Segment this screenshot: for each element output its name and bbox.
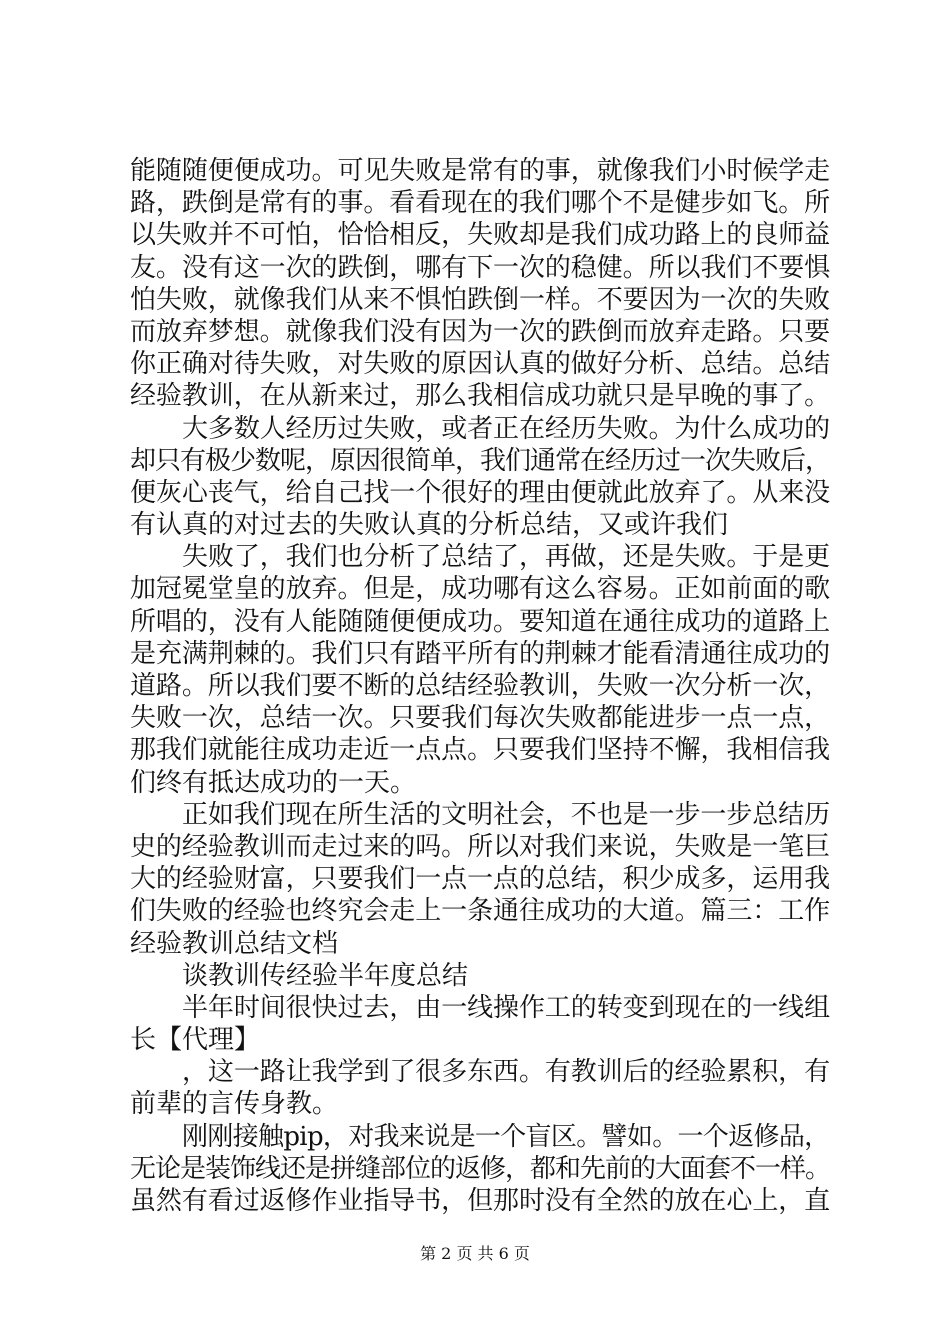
text-line: 怕失败，就像我们从来不惧怕跌倒一样。不要因为一次的失败 [130,284,831,315]
text-line: 加冠冕堂皇的放弃。但是，成功哪有这么容易。正如前面的歌 [130,574,831,605]
text-line: 失败一次，总结一次。只要我们每次失败都能进步一点一点， [130,703,831,734]
text-line: 正如我们现在所生活的文明社会，不也是一步一步总结历 [182,799,831,830]
text-line: 虽然有看过返修作业指导书，但那时没有全然的放在心上，直 [130,1186,831,1216]
text-line: 道路。所以我们要不断的总结经验教训，失败一次分析一次， [130,671,831,701]
document-body [130,155,830,1217]
text-line: 有认真的对过去的失败认真的分析总结，又或许我们 [130,510,729,541]
text-line: 大的经验财富，只要我们一点一点的总结，积少成多，运用我 [130,864,831,895]
text-line: 刚刚接触pip，对我来说是一个盲区。譬如。一个返修品， [182,1121,830,1152]
text-line: 那我们就能往成功走近一点点。只要我们坚持不懈，我相信我 [130,735,831,766]
text-line: 所唱的，没有人能随随便便成功。要知道在通往成功的道路上 [130,606,831,637]
text-line: 们失败的经验也终究会走上一条通往成功的大道。篇三：工作 [130,896,831,927]
page-number-label: 第 2 页 共 6 页 [420,1244,530,1263]
text-line: 无论是装饰线还是拼缝部位的返修，都和先前的大面套不一样。 [130,1153,831,1184]
text-line: 路，跌倒是常有的事。看看现在的我们哪个不是健步如飞。所 [130,188,831,219]
text-line: 经验教训总结文档 [130,928,339,959]
text-line: 而放弃梦想。就像我们没有因为一次的跌倒而放弃走路。只要 [130,316,831,347]
text-line: 失败了，我们也分析了总结了，再做，还是失败。于是更 [182,542,831,573]
text-line: 半年时间很快过去，由一线操作工的转变到现在的一线组 [182,992,831,1023]
text-line: 经验教训，在从新来过，那么我相信成功就只是早晚的事了。 [130,381,831,412]
text-line: 谈教训传经验半年度总结 [182,960,469,991]
text-line: 前辈的言传身教。 [130,1089,339,1120]
text-line: 能随随便便成功。可见失败是常有的事，就像我们小时候学走 [130,156,831,186]
text-line: 以失败并不可怕，恰恰相反，失败却是我们成功路上的良师益 [130,220,831,251]
text-line: 史的经验教训而走过来的吗。所以对我们来说，失败是一笔巨 [130,831,831,862]
text-line: 你正确对待失败，对失败的原因认真的做好分析、总结。总结 [130,349,831,380]
text-line: 大多数人经历过失败，或者正在经历失败。为什么成功的 [182,413,831,444]
page-footer [0,1244,950,1264]
text-line: 便灰心丧气，给自己找一个很好的理由便就此放弃了。从来没 [130,477,831,508]
text-line: 却只有极少数呢，原因很简单，我们通常在经历过一次失败后， [130,445,831,476]
text-line: 是充满荆棘的。我们只有踏平所有的荆棘才能看清通往成功的 [130,638,831,669]
text-line: ，这一路让我学到了很多东西。有教训后的经验累积，有 [182,1057,831,1088]
text-line: 们终有抵达成功的一天。 [130,767,417,798]
text-line: 长【代理】 [130,1025,261,1056]
text-line: 友。没有这一次的跌倒，哪有下一次的稳健。所以我们不要惧 [130,252,831,283]
